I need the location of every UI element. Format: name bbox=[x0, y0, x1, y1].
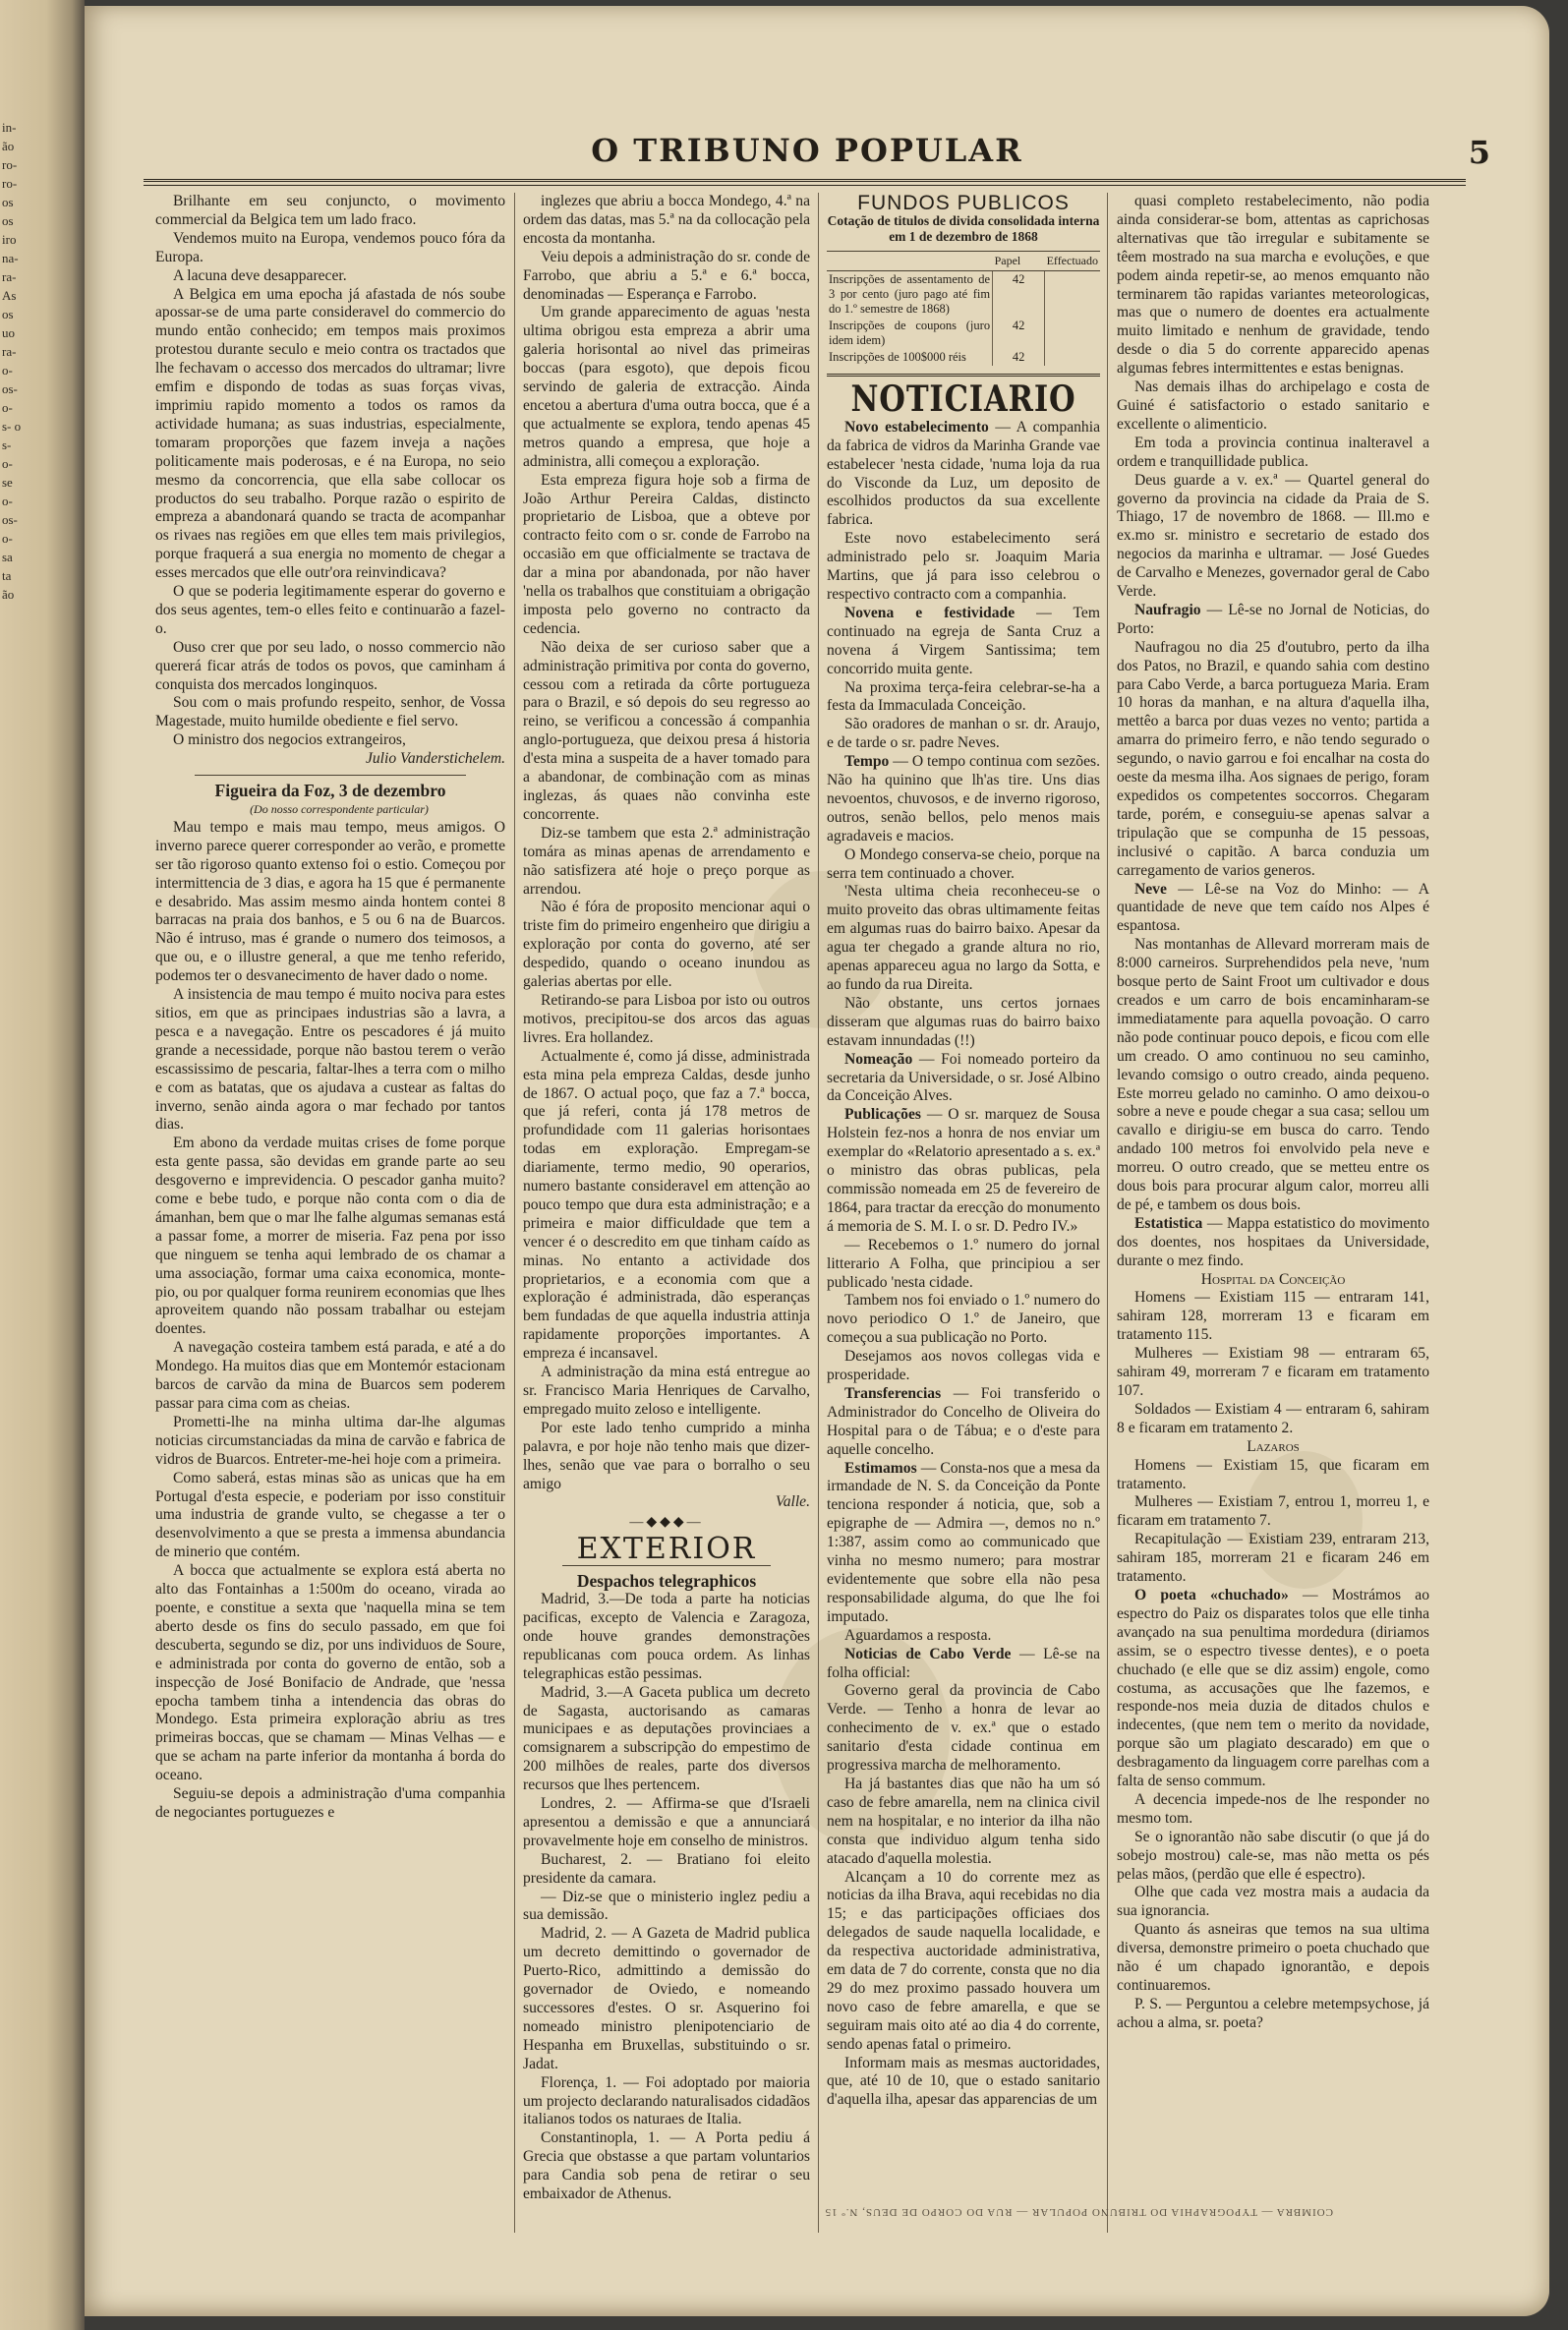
paragraph: Vendemos muito na Europa, vendemos pouco fóra da Europa. bbox=[155, 229, 505, 265]
paragraph: Florença, 1. — Foi adoptado por maioria um projecto declarando naturalisados cidadãos italianos todos os naturaes de Italia. bbox=[523, 2073, 810, 2128]
paragraph: Madrid, 2. — A Gazeta de Madrid publica um decreto demittindo o governador de Puerto-Rico, admittindo a demissão do governador de Oviedo, e nomeando successores d'estes. O sr. Asquerino foi nomeado ministro plenipotenciario de Hespanha em Bruxellas, substituindo o sr. Jadat. bbox=[523, 1925, 810, 2072]
column-4: quasi completo restabelecimento, não podia ainda considerar-se bom, attentas as caprichosas alternativas que tão irregular e subitamente se têem mostrado na sua marcha e evoluções, e que podem ainda repetir-se, ao menos emquanto não terminarem tão rapidas variantes meteorologicas, mas que o numero de doentes era actualmente muito limitado e nenhum de gravidade, tendo desde o dia 5 do corrente apparecido apenas algumas febres intermittentes e estas benignas. Nas demais ilhas do archipelago e costa de Guiné é satisfactorio o estado sanitario e excellente o alimenticio. Em toda a provincia continua inalteravel a ordem e tranquillidade publica. Deus guarde a v. ex.ª — Quartel general do governo da provincia na cidade da Praia de S. Thiago, 17 de novembro de 1868. — Ill.mo e ex.mo sr. ministro e secretario de estado dos negocios da marinha e ultramar. — José Guedes de Carvalho e Menezes, governador geral de Cabo Verde. Naufragio — Lê-se no Jornal de Noticias, do Porto: Naufragou no dia 25 d'outubro, perto da ilha dos Patos, no Brazil, e quando sahia com destino para Cabo Verde, a barca portugueza Maria. Eram 10 horas da manhan, e na altura d'aquella ilha, mettêo a barca por duas vezes no vento; partida a amarra do primeiro ferro, e não tendo segurado o segundo, o navio garrou e foi encalhar na costa do oeste da mesma ilha. Aos signaes de perigo, foram expedidos os competentes soccorros. Chegaram tarde, porém, e conseguiu-se apenas salvar a tripulação que se compunha de 15 pessoas, inclusivé o capitão. A barca conduzia um carregamento de varios generos. Neve — Lê-se na Voz do Minho: — A quantidade de neve que tem caído nos Alpes é espantosa. Nas montanhas de Allevard morreram mais de 8:000 carneiros. Surprehendidos pela neve, 'num bosque perto de Saint Froot um cultivador e dous creados e um carro de bois encaminharam-se immediatamente para aquella povoação. O carro não pode continuar pouco depois, e ficou com elle um creado. O amo continuou no seu caminho, levando comsigo o outro creado, ainda pequeno. Este morreu gelado no caminho. O amo deixou-o sobre a neve e poude chegar a sua casa; sellou um cavallo e dirigiu-se em busca do carro. Tendo andado 100 metros foi envolvido pela neve e morreu. O outro creado, que se metteu entre os dous bois para procurar algum calor, morreu alli de pé, e tambem os dous bois. Estatistica — Mappa estatistico do movimento dos doentes, nos hospitaes da Universidade, durante o mez findo. Hospital da Conceição Homens — Existiam 115 — entraram 141, sahiram 128, morreram 13 e ficaram em tratamento 115. Mulheres — Existiam 98 — entraram 65, sahiram 49, morreram 7 e ficaram em tratamento 107. Soldados — Existiam 4 — entraram 6, sahiram 8 e ficaram em tratamento 2. Lazaros Homens — Existiam 15, que ficaram em tratamento. Mulheres — Existiam 7, entrou 1, morreu 1, e ficaram em tratamento 7. Recapitulação — Existiam 239, entraram 213, sahiram 185, morreram 21 e ficaram 246 em tratamento. O poeta «chuchado» — Mostrámos ao espectro do Paiz os disparates tolos que elle tinha avançado na sua penultima mordedura (diriamos assim, se o espectro tivesse dentes), e o poeta chuchado (e elle que se diz assim) engole, como costuma, as accusações que lhe fazemos, e responde-nos meia duzia de ditados chulos e indecentes, (que nem tem o merito da novidade, porque são um plagiato descarado) em que o desbragamento da linguagem corre parelhas com a falta de senso commum. A decencia impede-nos de lhe responder no mesmo tom. Se o ignorantão não sabe discutir (o que já do sobejo mostrou) cale-se, mas não metta os pés pelas mãos, (perdão que elle é espectro). Olhe que cada vez mostra mais a audacia da sua ignorancia. Quanto ás asneiras que temos na sua ultima diversa, demonstre primeiro o poeta chuchado que não é um chapado ignorantão, e depois continuaremos. P. S. — Perguntou a celebre metempsychose, já achou a alma, sr. poeta? bbox=[1117, 193, 1429, 2031]
paragraph: Diz-se tambem que esta 2.ª administração tomára as minas apenas de arrendamento e não satisfizera até hoje o preço porque as arrendou. bbox=[523, 824, 810, 898]
signature: Julio Vanderstichelem. bbox=[365, 750, 505, 768]
column-divider bbox=[818, 193, 819, 2233]
paragraph: Um grande apparecimento de aguas 'nesta ultima obrigou esta empreza a abrir uma galeria horisontal ao nivel das primeiras boccas (para esgoto), que depois ficou servindo de galeria de extracção. Ainda encetou a abertura d'uma outra bocca, que é a que actualmente se explora, tendo apenas 45 metros quando a empresa, que hoje a administra, alli começou a exploração. bbox=[523, 304, 810, 470]
paragraph: Em abono da verdade muitas crises de fome porque esta gente passa, são devidas em grande parte ao seu desgoverno e imprevidencia. O pescador ganha muito? come e bebe tudo, e porque não conta com o dia de ámanhan, bem que o mar lhe falhe algumas semanas está a passar fome, a morrer de miseria. Faz pena por isso que ninguem se tenha aqui lembrado de os chamar a uma associação, formar uma caixa economica, monte-pio, ou por qualquer forma reunirem economias que lhes aproveitem quando não possam trabalhar ou estejam doentes. bbox=[155, 1135, 505, 1338]
paragraph: Ouso crer que por seu lado, o nosso commercio não quererá ficar atrás de todos os povos, que caminham á conquista dos mercados longinquos. bbox=[155, 638, 505, 693]
subheading: Hospital da Conceição bbox=[1200, 1270, 1346, 1288]
paragraph: Retirando-se para Lisboa por isto ou outros motivos, precipitou-se dos arcos das aguas livres. Era hollandez. bbox=[523, 991, 810, 1046]
paragraph: Não é fóra de proposito mencionar aqui o triste fim do primeiro engenheiro que dirigiu a exploração por conta do governo, até ser despedido, quando o oceano inundou as galerias abertas por elle. bbox=[523, 899, 810, 991]
fundos-subtitle: Cotação de titulos de divida consolidada interna em 1 de dezembro de 1868 bbox=[827, 212, 1100, 244]
paragraph: O ministro dos negocios extrangeiros, bbox=[173, 731, 406, 749]
paragraph: Bucharest, 2. — Bratiano foi eleito presidente da camara. bbox=[523, 1850, 810, 1887]
subheading: Lazaros bbox=[1247, 1437, 1300, 1455]
paragraph: inglezes que abriu a bocca Mondego, 4.ª na ordem das datas, mas 5.ª na da collocação pela encosta da montanha. bbox=[523, 193, 810, 247]
column-divider bbox=[1107, 193, 1108, 2233]
column-divider bbox=[514, 193, 515, 2233]
bleed-through-text: COIMBRA — TYPOGRAPHIA DO TRIBUNO POPULAR — RUA DO CORPO DE DEUS, N.º 15 bbox=[824, 2206, 1333, 2218]
paragraph: — Diz-se que o ministerio inglez pediu a sua demissão. bbox=[523, 1888, 810, 1924]
column-1 bbox=[155, 193, 505, 2247]
header-rule bbox=[144, 179, 1466, 186]
article-heading: Figueira da Foz, 3 de dezembro bbox=[214, 781, 446, 801]
paragraph: Veiu depois a administração do sr. conde de Farrobo, que abriu a 5.ª e 6.ª bocca, denominadas — Esperança e Farrobo. bbox=[523, 248, 810, 303]
paragraph: A lacuna deve desapparecer. bbox=[173, 266, 347, 284]
paragraph: Brilhante em seu conjuncto, o movimento commercial da Belgica tem um lado fraco. bbox=[155, 193, 505, 228]
paragraph: Mau tempo e mais mau tempo, meus amigos. O inverno parece querer corresponder ao verão, e promette ser tão rigoroso quanto extenso foi o estio. Começou por intermittencia de 3 dias, e agora ha 15 que é permanente e desabrido. Mas assim mesmo ainda hontem contei 8 barracas na praia dos banhos, e 5 ou 6 na de Buarcos. Não é intruso, mas é grande o numero dos teimosos, a que ou, e o illustre general, a que me tenho referido, podemos ter o desvanecimento de haver dado o nome. bbox=[155, 818, 505, 985]
column-3: FUNDOS PUBLICOS Cotação de titulos de divida consolidada interna em 1 de dezembro de 1868 Papel Effectuado Inscripções de assentamento de 3 por cento (juro pago até fim do 1.º semestre de 1868) 42 Inscripções de coupons (juro idem idem) 42 Inscripções de 100$000 réis 42 NOTICIARIO Novo estabelecimento — A companhia da fabrica de vidros da Marinha Grande vae estabelecer 'nesta cidade, 'numa loja da rua do Visconde da Luz, um deposito de escolhidos productos da sua excellente fabrica. Este novo estabelecimento será administrado pelo sr. Joaquim Maria Martins, que já para isso celebrou o respectivo contracto com a companhia. Novena e festividade — Tem continuado na egreja de Santa Cruz a novena á Virgem Santissima; tem concorrido muita gente. Na proxima terça-feira celebrar-se-ha a festa da Immaculada Conceição. São oradores de manhan o sr. dr. Araujo, e de tarde o sr. padre Neves. Tempo — O tempo continua com sezões. Não ha quinino que lh'as tire. Uns dias nevoentos, chuvosos, e de inverno rigoroso, outros, senão bellos, pelo menos mais agradaveis e macios. O Mondego conserva-se cheio, porque na serra tem continuado a chover. 'Nesta ultima cheia reconheceu-se o muito proveito das obras ultimamente feitas em algumas ruas do bairro baixo. Apesar da agua ter chegado a grande altura no rio, apenas appareceu agua no largo da Sotta, e ao fundo da rua Direita. Não obstante, uns certos jornaes disseram que algumas ruas do bairro baixo estavam innundadas (!!) Nomeação — Foi nomeado porteiro da secretaria da Universidade, o sr. José Albino da Conceição Alves. Publicações — O sr. marquez de Sousa Holstein fez-nos a honra de nos enviar um exemplar do «Relatorio apresentado a s. ex.ª o ministro das obras publicas, pela commissão nomeada em 25 de fevereiro de 1864, para tractar da erecção do monumento á memoria de S. M. I. o sr. D. Pedro IV.» — Recebemos o 1.º numero do jornal litterario A Folha, que principiou a ser publicado 'nesta cidade. Tambem nos foi enviado o 1.º numero do novo periodico O 1.º de Janeiro, que começou a sua publicação no Porto. Desejamos aos novos collegas vida e prosperidade. Transferencias — Foi transferido o Administrador do Concelho de Oliveira do Hospital para o de Tábua; e o d'este para aquelle concelho. Estimamos — Consta-nos que a mesa da irmandade de N. S. da Conceição da Ponte tenciona responder á noticia, que, sob a epigraphe de — Admira —, demos no n.º 1:387, assim como ao communicado que vinha no mesmo numero; para mostrar evidentemente que sobre ella não pesa responsabilidade alguma, do que lhe foi imputado. Aguardamos a resposta. Noticias de Cabo Verde — Lê-se na folha official: Governo geral da provincia de Cabo Verde. — Tenho a honra de levar ao conhecimento de v. ex.ª que o estado sanitario d'esta cidade continua em progressiva marcha de melhoramento. Ha já bastantes dias que não ha um só caso de febre amarella, nem na clinica civil nem na hospitalar, e no interior da ilha não consta que individuo algum tenha sido atacado d'aquella molestia. Alcançam a 10 do corrente mez as noticias da ilha Brava, aqui recebidas no dia 15; e das participações officiaes dos delegados de saude naquella localidade, e da respectiva auctoridade administrativa, em data de 7 do corrente, consta que no dia 29 do mez proximo passado houvera um novo caso de febre amarella, e que se seguiram mais oito até ao dia 4 do corrente, sendo apenas fatal o primeiro. Informam mais as mesmas auctoridades, que, até 10 de 10, que o estado sanitario d'aquella ilha, apesar das apparencias de um bbox=[827, 193, 1100, 2109]
paragraph: A administração da mina está entregue ao sr. Francisco Maria Henriques de Carvalho, empregado muito zeloso e intelligente. bbox=[523, 1364, 810, 1418]
paragraph: Seguiu-se depois a administração d'uma companhia de negociantes portuguezes e bbox=[155, 1785, 505, 1821]
section-heading-noticiario: NOTICIARIO bbox=[850, 378, 1076, 420]
paragraph: Como saberá, estas minas são as unicas que ha em Portugal d'esta especie, e poderiam por isso constituir uma industria de grande vulto, se chegasse a ter o desenvolvimento a que se presta a immensa abundancia de minerio que contém. bbox=[155, 1469, 505, 1561]
book-spine bbox=[0, 0, 85, 2330]
newspaper-title: O TRIBUNO POPULAR bbox=[591, 132, 1023, 169]
paragraph: Prometti-lhe na minha ultima dar-lhe algumas noticias circumstanciadas da mina de carvão e fabrica de vidros de Buarcos. Entreter-me-hei hoje com a primeira. bbox=[155, 1413, 505, 1468]
paragraph: Actualmente é, como já disse, administrada esta mina pela empreza Caldas, desde junho de 1867. O actual poço, que faz a 7.ª bocca, que já referi, conta já 178 metros de profundidade com 11 galerias horisontaes todas em exploração. Empregam-se diariamente, termo medio, 90 operarios, numero bastante consideravel em attenção ao pouco tempo que dura esta administração; e a primeira e maior difficuldade que tem a vencer é o descredito em que tinham caído as minas. No entanto a actividade dos proprietarios, e a economia com que a exploração é administrada, dão esperanças bem fundadas de que aquella industria attinja rapidamente proporções importantes. A empreza é incansavel. bbox=[523, 1047, 810, 1363]
paragraph: A bocca que actualmente se explora está aberta no alto das Fontainhas a 1:500m do oceano, virada ao poente, e constitue a sexta que 'naquella mina se tem aberto desde os fins do seculo passado, em que foi descuberta, segundo se diz, por uns individuos de Soure, e administrada por conta do governo de então, sob a inspecção de José Bonifacio de Andrade, que 'nessa epocha tambem tinha a intendencia das obras do Mondego. Esta primeira exploração abriu as tres primeiras boccas, que se chamam — Minas Velhas — e que se acham na parte inferior da montanha á borda do oceano. bbox=[155, 1562, 505, 1784]
article-subheading: (Do nosso correspondente particular) bbox=[250, 802, 429, 816]
paragraph: Esta empreza figura hoje sob a firma de João Arthur Pereira Caldas, distincto proprietario de Lisboa, que a obteve por contracto feito com o sr. conde de Farrobo na occasião em que officialmente se tractava de dar a mina por abandonada, por não haver 'nella os trabalhos que constituiam a obrigação imposta pelo governo no contracto da cedencia. bbox=[523, 471, 810, 637]
paragraph: Sou com o mais profundo respeito, senhor, de Vossa Magestade, muito humilde obediente e fiel servo. bbox=[155, 694, 505, 730]
fundos-title: FUNDOS PUBLICOS bbox=[857, 193, 1070, 214]
paragraph: A Belgica em uma epocha já afastada de nós soube apossar-se de uma parte consideravel do commercio do mundo então conhecido; em tempos mais proximos protestou durante seculo e meio contra os tractados que lhe fechavam o accesso dos mercados do ultramar; livre emfim e dispondo de todas as suas forças vivas, imprimiu rapido momento a todos os ramos da actividade humana; as suas industrias, especialmente, tomaram proporções que fazem inveja a nações politicamente mais poderosas, e é na Europa, no seio mesmo da concorrencia, que ella sabe collocar os productos do seu trabalho. Porque razão o espirito de empreza a abandonará quando se tracta de acompanhar os rivaes nas regiões em que elles tem mais privilegios, porque fraquerá a sua energia no momento de chegar a esses mercados que elle outr'ora reinvindicava? bbox=[155, 285, 505, 582]
signature: Valle. bbox=[775, 1493, 810, 1511]
spine-text: in- ão ro- ro- os os iro na- ra- As os uo ra- o- os- o- s- o s- o- se o- os- o- sa ta ão bbox=[2, 120, 22, 602]
article-heading: Despachos telegraphicos bbox=[576, 1571, 757, 1592]
column-2: inglezes que abriu a bocca Mondego, 4.ª na ordem das datas, mas 5.ª na da collocação pela encosta da montanha. Veiu depois a administração do sr. conde de Farrobo, que abriu a 5.ª e 6.ª bocca, denominadas — Esperança e Farrobo. Um grande apparecimento de aguas 'nesta ultima obrigou esta empreza a abrir uma galeria horisontal ao nivel das primeiras boccas (para esgoto), que depois ficou servindo de galeria de extracção. Ainda encetou a abertura d'uma outra bocca, que é a que actualmente se explora, tendo apenas 45 metros quando a empresa, que hoje a administra, alli começou a exploração. Esta empreza figura hoje sob a firma de João Arthur Pereira Caldas, distincto proprietario de Lisboa, que a obteve por contracto feito com o sr. conde de Farrobo na occasião em que officialmente se tractava de dar a mina por abandonada, por não haver 'nella os trabalhos que constituiam a obrigação imposta pelo governo no contracto da cedencia. Não deixa de ser curioso saber que a administração primitiva por conta do governo, cessou com a retirada da côrte portugueza para o Brazil, e só depois do seu regresso ao reino, se verificou a concessão á companhia anglo-portugueza, que deixou presa á historia d'esta mina a suspeita de a haver tomado para a abandonar, de combinação com as minas inglezas, ás quaes não convinha este concorrente. Diz-se tambem que esta 2.ª administração tomára as minas apenas de arrendamento e não satisfizera até hoje o preço porque as arrendou. Não é fóra de proposito mencionar aqui o triste fim do primeiro engenheiro que dirigiu a exploração por conta do governo, até ser despedido, quando o oceano inundou as galerias abertas por elle. Retirando-se para Lisboa por isto ou outros motivos, precipitou-se dos arcos das aguas livres. Era hollandez. Actualmente é, como já disse, administrada esta mina pela empreza Caldas, desde junho de 1867. O actual poço, que faz a 7.ª bocca, que já referi, conta já 178 metros de profundidade com 11 galerias horisontaes todas em exploração. Empregam-se diariamente, termo medio, 90 operarios, numero bastante consideravel em attenção ao pouco tempo que dura esta administração; e a primeira e maior difficuldade que tem a vencer é o descredito em que tinham caído as minas. No entanto a actividade dos proprietarios, e a economia com que a exploração é administrada, dão esperanças bem fundadas de que aquella industria attinja rapidamente proporções importantes. A empreza é incansavel. A administração da mina está entregue ao sr. Francisco Maria Henriques de Carvalho, empregado muito zeloso e intelligente. Por este lado tenho cumprido a minha palavra, e por hoje não tenho mais que dizer-lhes, senão que vae para o borralho o seu amigo Valle. —◆◆◆— EXTERIOR Despachos telegraphicos Madrid, 3.—De toda a parte ha noticias pacificas, excepto de Valencia e Zaragoza, onde houve grandes demonstrações republicanas com pouca ordem. As linhas telegraphicas estão pessimas. Madrid, 3.—A Gaceta publica um decreto de Sagasta, auctorisando as camaras municipaes e as deputações provinciaes a comsignarem a subscripção do empestimo de 200 milhões de reales, parte dos diversos recursos que lhes pertencem. Londres, 2. — Affirma-se que d'Israeli apresentou a demissão e que a annunciará provavelmente hoje em conselho de ministros. Bucharest, 2. — Bratiano foi eleito presidente da camara. — Diz-se que o ministerio inglez pediu a sua demissão. Madrid, 2. — A Gazeta de Madrid publica um decreto demittindo o governador de Puerto-Rico, admittindo a demissão do governador de Oviedo, e nomeando successores d'estes. O sr. Asquerino foi nomeado ministro plenipotenciario de Hespanha em Bruxellas, substituindo o sr. Jadat. Florença, 1. — Foi adoptado por maioria um projecto declarando naturalisados cidadãos italianos todos os naturaes de Italia. Constantinopla, 1. — A Porta pediu á Grecia que obstasse a que partam voluntarios para Candia sob pena de retirar o seu embaixador de Athenus. bbox=[523, 193, 810, 2203]
page-number: 5 bbox=[1468, 134, 1490, 171]
paragraph: Não deixa de ser curioso saber que a administração primitiva por conta do governo, cessou com a retirada da côrte portugueza para o Brazil, e só depois do seu regresso ao reino, se verificou a concessão á companhia anglo-portugueza, que deixou presa á historia d'esta mina a suspeita de a haver tomado para a abandonar, de combinação com as minas inglezas, ás quaes não convinha este concorrente. bbox=[523, 638, 810, 823]
paragraph: Londres, 2. — Affirma-se que d'Israeli apresentou a demissão e que a annunciará provavelmente hoje em conselho de ministros. bbox=[523, 1795, 810, 1849]
table-header: Effectuado bbox=[1045, 251, 1100, 270]
table-row: Inscripções de 100$000 réis 42 bbox=[827, 349, 1100, 366]
paragraph: Madrid, 3.—De toda a parte ha noticias pacificas, excepto de Valencia e Zaragoza, onde houve grandes demonstrações republicanas com pouca ordem. As linhas telegraphicas estão pessimas. bbox=[523, 1591, 810, 1682]
paragraph: A insistencia de mau tempo é muito nociva para estes sitios, em que as principaes industrias são a lavra, a pesca e a navegação. Entre os pescadores é já muito grande a necessidade, porque não bastou terem o verão escassissimo de pescaria, faltar-lhes a terra com o milho e com as batatas, que os ajudava a custear as faltas do inverno, senão ainda agora o mar fechado por tantos dias. bbox=[155, 986, 505, 1134]
paragraph: O que se poderia legitimamente esperar do governo e dos seus agentes, tem-o elles feito e continuarão a fazel-o. bbox=[155, 583, 505, 637]
paragraph: Constantinopla, 1. — A Porta pediu á Grecia que obstasse a que partam voluntarios para Candia sob pena de retirar o seu embaixador de Athenus. bbox=[523, 2129, 810, 2203]
paragraph: Madrid, 3.—A Gaceta publica um decreto de Sagasta, auctorisando as camaras municipaes e as deputações provinciaes a comsignarem a subscripção do empestimo de 200 milhões de reales, parte dos diversos recursos que lhes pertencem. bbox=[523, 1683, 810, 1794]
paragraph: Por este lado tenho cumprido a minha palavra, e por hoje não tenho mais que dizer-lhes, senão que vae para o borralho o seu amigo bbox=[523, 1419, 810, 1492]
newspaper-page bbox=[85, 6, 1549, 2316]
section-heading-exterior: EXTERIOR bbox=[576, 1532, 757, 1567]
table-row: Inscripções de assentamento de 3 por cento (juro pago até fim do 1.º semestre de 1868) 42 bbox=[827, 270, 1100, 318]
paragraph: A navegação costeira tambem está parada, e até a do Mondego. Ha muitos dias que em Montemór estacionam barcos de carvão da mina de Buarcos sem poderem passar para cima com as cheias. bbox=[155, 1339, 505, 1412]
table-row: Inscripções de coupons (juro idem idem) 42 bbox=[827, 318, 1100, 349]
table-header: Papel bbox=[993, 251, 1045, 270]
fundos-table bbox=[827, 251, 1100, 366]
